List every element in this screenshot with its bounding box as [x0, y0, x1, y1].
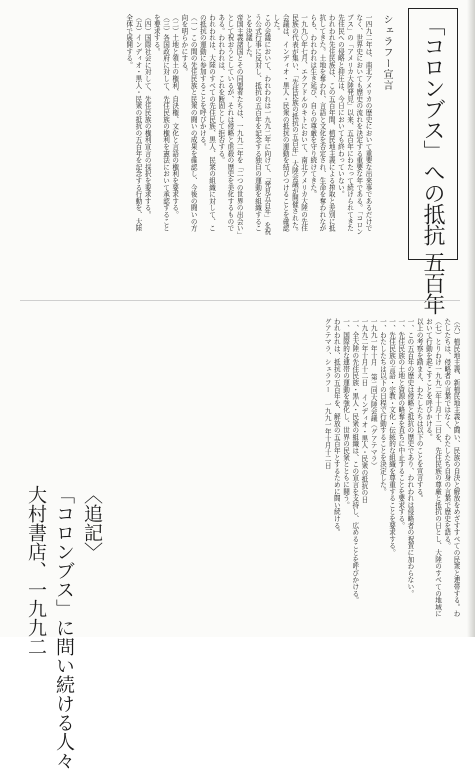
upper-paragraph: われわれは、大陸のすべての先住民族、黒人、民衆の組織に対して、この抵抗の運動に参加することを呼びかける。	[198, 14, 216, 232]
handwritten-note-line: 「コロンブス」に問い続ける人々	[53, 485, 75, 770]
lower-paragraph: 一、先住民族の土地と資源の略奪を直ちに中止することを要求する。	[396, 318, 405, 529]
document-subtitle: シェラフー宣言	[381, 14, 392, 91]
upper-paragraph: （三）各国政府に対して、先住民族の権利を憲法において承認することを要求する。	[152, 14, 170, 232]
section-divider	[20, 300, 460, 301]
upper-paragraph: 一九九〇年七月、エクアドルのキトにおいて、南北アメリカ大陸の先住民族の代表が集い、「先住民族の抵抗の五百年」大陸会議が開催された。会議は、インディオ・黒人・民衆の抵抗の運動を結びつけることを確認した。	[271, 14, 308, 236]
upper-paragraph: （一）この間の先住民族と民衆の闘いの成果を確認し、今後の闘いの方向を明らかにする。	[179, 14, 198, 232]
upper-text-block	[16, 14, 372, 236]
lower-paragraph: グアテマラ、シェラフー 一九九一年十月十二日	[323, 318, 332, 469]
upper-paragraph: （四）国際社会に対して、先住民族の権利宣言の採択を要求する。	[143, 14, 152, 218]
lower-paragraph: 一、先住民族の言語・宗教・文化・伝統的な組織を尊重することを要求する。	[387, 318, 396, 556]
lower-paragraph: （七）とりわけ一九九二年十月十二日を、先住民族の尊厳と抵抗の日とし、大陸のすべての地域において行動を起こすことを呼びかける。	[424, 318, 442, 618]
lower-paragraph: 以上の考察を踏まえ、わたしたちは以下のことを宣言する。	[415, 318, 424, 502]
upper-paragraph: （二）土地と領土の権利、自決権、文化と言語の権利を要求する。	[170, 14, 179, 218]
upper-paragraph: 帝国主義諸国とその同盟者たちは、一九九二年を「二つの世界の出会い」として祝おうとしているが、それは侵略と虐殺の歴史を美化するものである。われわれは、これを断固として拒否する。	[216, 14, 244, 236]
lower-paragraph: 一九九一年十月 第二回大陸会議（グアテマラ）	[369, 318, 378, 469]
handwritten-note-line: 大村書店、一九九二	[25, 485, 47, 656]
lower-text-block	[120, 318, 460, 618]
handwritten-note	[22, 485, 106, 770]
upper-paragraph: この会議において、われわれは一九九二年に向けて、「発見五百年」を祝う公式行事に反対し、抵抗の五百年を記念する独自の運動を組織することを決議した。	[244, 14, 271, 236]
document-title	[413, 14, 451, 314]
lower-paragraph: （六）植民地主義、新植民地主義と闘い、民族の自決と解放をめざすすべての民衆と連帯する。わたしたちは、侵略者の言葉ではなく、わたしたち自身の言葉で歴史を語る。	[442, 318, 460, 618]
lower-paragraph: われわれは、抵抗の五百年を、解放の五百年とするために闘い続ける。	[332, 318, 341, 536]
upper-paragraph: 一四九二年は、南北アメリカの歴史において重要な出来事であるだけでなく、世界史においても歴史の流れを決定する重要な年である。「コロンブス」の「アメリカ大陸発見」以来、五百年にわたって続けられてきた先住民への侵略と抑圧は、今日においても終わっていない。	[336, 14, 372, 236]
lower-paragraph: 一、全大陸の先住民族・黒人・民衆の組織は、この宣言を支持し、広めることを呼びかける。	[350, 318, 359, 604]
upper-paragraph: われわれ先住民族は、この五百年間、植民地主義による搾取と差別に抵抗してきた。土地を奪われ、言語と文化を否定され、生命を奪われながらも、われわれは生き延び、自らの尊厳を守り続けてきた。	[308, 14, 336, 232]
title-line-2: 五百年	[420, 251, 445, 314]
upper-paragraph: （五）インディオ・黒人・民衆の抵抗の五百年を記念する行動を、大陸全体で展開する。	[124, 14, 142, 232]
lower-paragraph: 一、わたしたちは以下の日程で行動することを決定した。	[378, 318, 387, 495]
lower-paragraph: 一、この五百年の歴史は侵略と抵抗の歴史であり、われわれは侵略者の祝賀に加わらない。	[405, 318, 414, 597]
title-line-1: 「コロンブス」への抵抗	[420, 14, 445, 245]
handwritten-note-line: 〈追記〉	[81, 485, 103, 561]
lower-paragraph: 一九九二年十月十二日 インディオ・黒人・民衆の抵抗の日	[359, 318, 368, 503]
page-edge-shadow	[467, 0, 475, 637]
lower-paragraph: 一、国際的な連帯の運動を強化し、世界の民衆とともに闘う。	[341, 318, 350, 509]
